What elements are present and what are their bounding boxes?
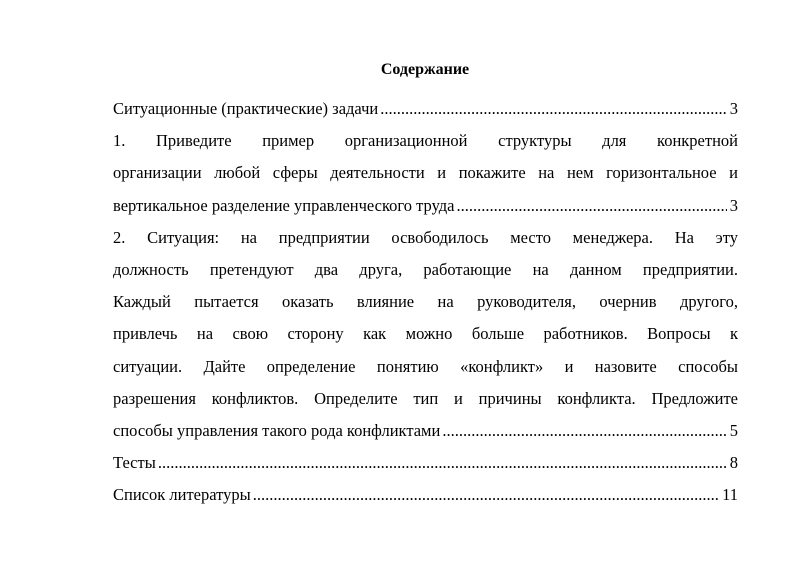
toc-entry-line: 2. Ситуация: на предприятии освободилось место менеджера. На эту [113,227,738,247]
toc-entry-line: Каждый пытается оказать влияние на руководителя, очернив другого, [113,292,738,312]
dot-leader [380,93,727,125]
toc-entry-tests [113,447,738,479]
toc-entry-last-line [113,415,738,447]
toc-page-number: 3 [729,195,738,215]
toc-entry-references [113,479,738,511]
toc-entry-text: Тесты [113,453,156,473]
dot-leader [457,190,727,222]
toc-page-number: 3 [729,99,738,118]
toc-entry-line: привлечь на свою сторону как можно больше работников. Вопросы к [113,324,738,344]
toc-entry-line: разрешения конфликтов. Определите тип и причины конфликта. Предложите [113,388,738,408]
toc-entry-line: организации любой сферы деятельности и покажите на нем горизонтальное и [113,163,738,183]
table-of-contents [113,93,738,512]
toc-entry-last-line [113,190,738,222]
toc-entry-line: 1. Приведите пример организационной структуры для конкретной [113,131,738,151]
toc-entry-question-2 [113,222,738,447]
toc-page-number: 5 [729,421,738,441]
dot-leader [253,479,719,511]
toc-entry-line: должность претендуют два друга, работающие на данном предприятии. [113,260,738,280]
toc-entry-text: способы управления такого рода конфликтами [113,421,441,441]
toc-entry-situational-tasks [113,93,738,125]
toc-entry-text: Ситуационные (практические) задачи [113,99,379,118]
toc-title: Содержание [380,61,470,78]
toc-entry-text: Список литературы [113,485,251,505]
dot-leader [158,447,727,479]
toc-entry-question-1 [113,125,738,222]
toc-page-number: 11 [722,485,738,505]
dot-leader [442,415,726,447]
toc-entry-text: вертикальное разделение управленческого труда [113,195,455,215]
toc-page-number: 8 [729,453,738,473]
toc-entry-line: ситуации. Дайте определение понятию «конфликт» и назовите способы [113,356,738,376]
